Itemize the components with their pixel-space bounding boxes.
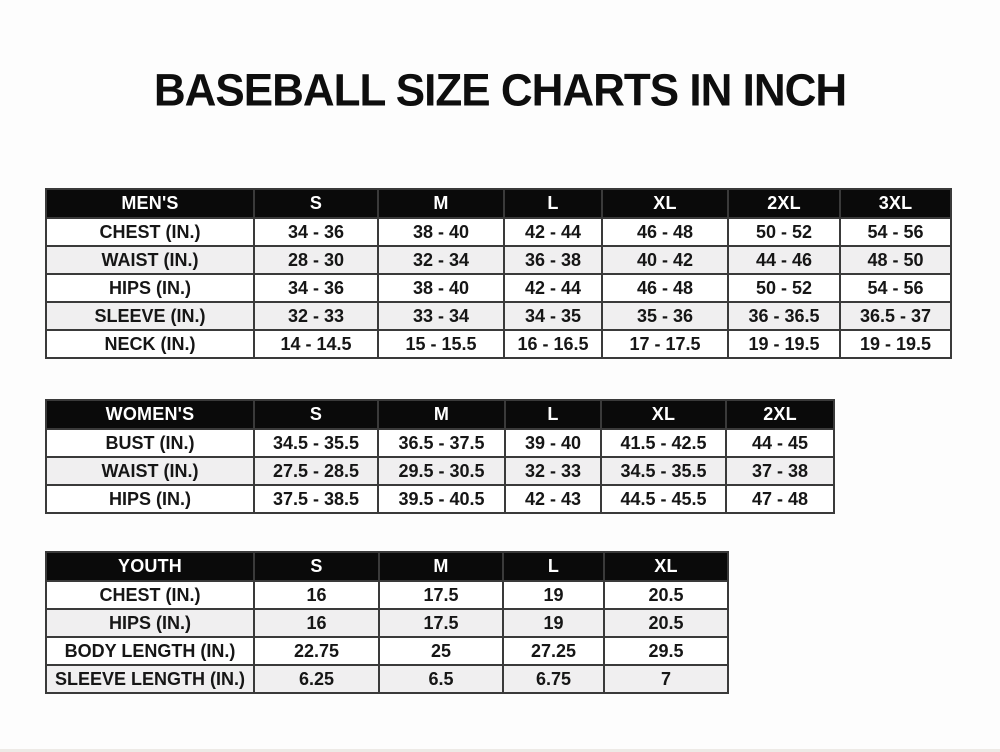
size-value-cell: 40 - 42 <box>602 246 728 274</box>
size-value-cell: 38 - 40 <box>378 274 504 302</box>
size-column-header: L <box>504 189 602 218</box>
size-value-cell: 19 - 19.5 <box>728 330 840 358</box>
size-value-cell: 44 - 46 <box>728 246 840 274</box>
size-value-cell: 32 - 33 <box>505 457 601 485</box>
row-label: SLEEVE (IN.) <box>46 302 254 330</box>
size-column-header: L <box>505 400 601 429</box>
table-row <box>46 665 728 693</box>
table-row <box>46 609 728 637</box>
table-row <box>46 330 951 358</box>
size-column-header: 3XL <box>840 189 951 218</box>
womens-size-table <box>45 399 835 514</box>
page-title: BASEBALL SIZE CHARTS IN INCH <box>153 65 847 116</box>
size-value-cell: 36 - 38 <box>504 246 602 274</box>
size-value-cell: 15 - 15.5 <box>378 330 504 358</box>
table-row <box>46 302 951 330</box>
size-value-cell: 36.5 - 37 <box>840 302 951 330</box>
size-value-cell: 19 <box>503 609 604 637</box>
size-value-cell: 20.5 <box>604 609 728 637</box>
table-row <box>46 274 951 302</box>
size-value-cell: 48 - 50 <box>840 246 951 274</box>
table-row <box>46 485 834 513</box>
size-value-cell: 54 - 56 <box>840 274 951 302</box>
size-value-cell: 25 <box>379 637 503 665</box>
row-label: HIPS (IN.) <box>46 609 254 637</box>
table-row <box>46 246 951 274</box>
size-column-header: 2XL <box>726 400 834 429</box>
row-label: CHEST (IN.) <box>46 218 254 246</box>
size-value-cell: 50 - 52 <box>728 218 840 246</box>
size-value-cell: 16 - 16.5 <box>504 330 602 358</box>
row-label: BUST (IN.) <box>46 429 254 457</box>
size-value-cell: 17.5 <box>379 609 503 637</box>
size-column-header: M <box>378 189 504 218</box>
size-value-cell: 27.25 <box>503 637 604 665</box>
size-value-cell: 34 - 36 <box>254 218 378 246</box>
size-value-cell: 50 - 52 <box>728 274 840 302</box>
size-column-header: S <box>254 189 378 218</box>
size-value-cell: 19 - 19.5 <box>840 330 951 358</box>
size-column-header: S <box>254 552 379 581</box>
size-value-cell: 34.5 - 35.5 <box>601 457 726 485</box>
size-value-cell: 47 - 48 <box>726 485 834 513</box>
size-value-cell: 6.5 <box>379 665 503 693</box>
size-value-cell: 37.5 - 38.5 <box>254 485 378 513</box>
size-value-cell: 44 - 45 <box>726 429 834 457</box>
size-value-cell: 34.5 - 35.5 <box>254 429 378 457</box>
table-row <box>46 581 728 609</box>
size-column-header: XL <box>604 552 728 581</box>
youth-size-table <box>45 551 729 694</box>
size-value-cell: 37 - 38 <box>726 457 834 485</box>
table-row <box>46 637 728 665</box>
size-value-cell: 42 - 44 <box>504 218 602 246</box>
size-value-cell: 17 - 17.5 <box>602 330 728 358</box>
size-value-cell: 34 - 36 <box>254 274 378 302</box>
size-value-cell: 29.5 <box>604 637 728 665</box>
size-value-cell: 29.5 - 30.5 <box>378 457 505 485</box>
size-value-cell: 19 <box>503 581 604 609</box>
table-row <box>46 218 951 246</box>
size-value-cell: 17.5 <box>379 581 503 609</box>
size-value-cell: 20.5 <box>604 581 728 609</box>
size-value-cell: 32 - 34 <box>378 246 504 274</box>
size-value-cell: 6.75 <box>503 665 604 693</box>
size-value-cell: 39 - 40 <box>505 429 601 457</box>
size-value-cell: 16 <box>254 609 379 637</box>
size-value-cell: 6.25 <box>254 665 379 693</box>
size-column-header: 2XL <box>728 189 840 218</box>
size-column-header: XL <box>602 189 728 218</box>
youth-table-title: YOUTH <box>46 552 254 581</box>
mens-table-title: MEN'S <box>46 189 254 218</box>
size-value-cell: 38 - 40 <box>378 218 504 246</box>
youth-header-row <box>46 552 728 581</box>
row-label: HIPS (IN.) <box>46 274 254 302</box>
size-value-cell: 33 - 34 <box>378 302 504 330</box>
size-value-cell: 39.5 - 40.5 <box>378 485 505 513</box>
size-value-cell: 44.5 - 45.5 <box>601 485 726 513</box>
row-label: SLEEVE LENGTH (IN.) <box>46 665 254 693</box>
size-column-header: XL <box>601 400 726 429</box>
size-column-header: S <box>254 400 378 429</box>
size-value-cell: 42 - 44 <box>504 274 602 302</box>
row-label: CHEST (IN.) <box>46 581 254 609</box>
size-value-cell: 46 - 48 <box>602 218 728 246</box>
row-label: HIPS (IN.) <box>46 485 254 513</box>
size-value-cell: 32 - 33 <box>254 302 378 330</box>
size-value-cell: 54 - 56 <box>840 218 951 246</box>
size-column-header: M <box>378 400 505 429</box>
size-value-cell: 41.5 - 42.5 <box>601 429 726 457</box>
size-value-cell: 28 - 30 <box>254 246 378 274</box>
table-row <box>46 457 834 485</box>
size-value-cell: 35 - 36 <box>602 302 728 330</box>
size-value-cell: 14 - 14.5 <box>254 330 378 358</box>
size-column-header: L <box>503 552 604 581</box>
mens-header-row <box>46 189 951 218</box>
size-value-cell: 34 - 35 <box>504 302 602 330</box>
size-value-cell: 42 - 43 <box>505 485 601 513</box>
size-value-cell: 16 <box>254 581 379 609</box>
row-label: WAIST (IN.) <box>46 246 254 274</box>
mens-size-table <box>45 188 952 359</box>
row-label: WAIST (IN.) <box>46 457 254 485</box>
size-value-cell: 46 - 48 <box>602 274 728 302</box>
table-row <box>46 429 834 457</box>
row-label: BODY LENGTH (IN.) <box>46 637 254 665</box>
womens-header-row <box>46 400 834 429</box>
womens-table-title: WOMEN'S <box>46 400 254 429</box>
size-value-cell: 22.75 <box>254 637 379 665</box>
size-value-cell: 36 - 36.5 <box>728 302 840 330</box>
size-column-header: M <box>379 552 503 581</box>
size-value-cell: 27.5 - 28.5 <box>254 457 378 485</box>
row-label: NECK (IN.) <box>46 330 254 358</box>
size-value-cell: 7 <box>604 665 728 693</box>
size-value-cell: 36.5 - 37.5 <box>378 429 505 457</box>
